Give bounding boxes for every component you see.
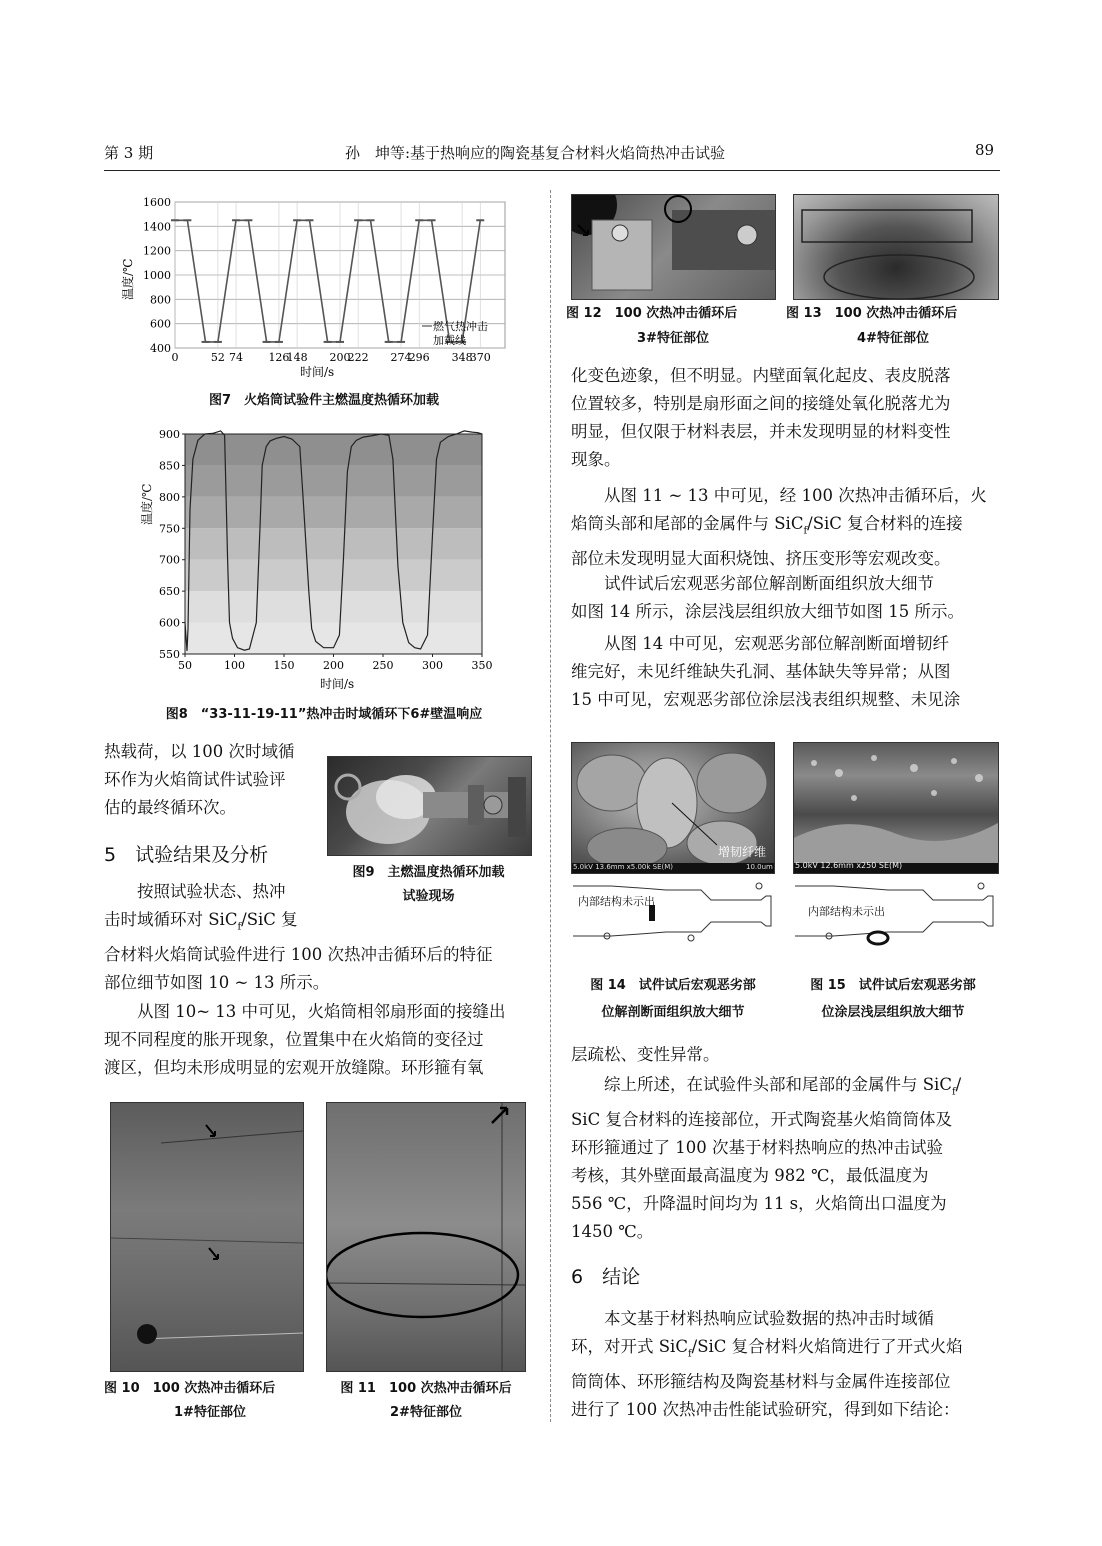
text-line: 化变色迹象，但不明显。内壁面氧化起皮、表皮脱落 [571,366,951,385]
fig8-x-tick-label: 300 [422,659,443,672]
fig12-caption-line1: 图 12 100 次热冲击循环后 [566,306,738,321]
fig14-sem-info: 5.0kV 13.6mm x5.00k SE(M) [573,863,674,871]
fig8-band [185,560,482,591]
text-line: 1450 ℃。 [571,1222,654,1242]
fig14-caption-line2: 位解剖断面组织放大细节 [601,1005,745,1020]
text-line: 556 ℃，升降温时间均为 11 s，火焰筒出口温度为 [571,1194,947,1214]
fig7-caption: 图7 火焰筒试验件主燃温度热循环加载 [208,393,440,408]
fig14-caption-line1: 图 14 试件试后宏观恶劣部 [590,978,756,993]
left-paragraph-1 [104,738,324,822]
text-line: 合材料火焰筒试验件进行 100 次热冲击循环后的特征 [104,945,493,965]
fig13-caption-line2: 4#特征部位 [857,331,929,346]
fig7-y-tick-label: 1000 [143,269,171,282]
text-line: 层疏松、变性异常。 [571,1045,720,1064]
fig8-y-tick-label: 700 [159,553,180,567]
fig12-joint-illustration [572,195,775,299]
fig8-band [185,465,482,496]
text-line: 如图 14 所示，涂层浅层组织放大细节如图 15 所示。 [571,602,964,621]
text-line: 环，对开式 SiC$_f$/SiC 复合材料火焰筒进行了开式火焰 [571,1337,963,1360]
text-line: 从图 14 中可见，宏观恶劣部位解剖断面增韧纤 [571,634,949,653]
text-line: 综上所述，在试验件头部和尾部的金属件与 SiC$_f$/ [571,1075,962,1098]
text-line: 维完好，未见纤维缺失孔洞、基体缺失等异常；从图 [571,662,951,681]
right-paragraph-6 [571,1071,1001,1246]
fig10-surface-illustration [111,1103,303,1371]
highlight-ellipse [327,1233,518,1317]
fig15-sem-info: 5.0kV 12.6mm x250 SE(M) [795,861,903,870]
fig12-caption-line2: 3#特征部位 [637,331,709,346]
fig7-x-tick-label: 74 [229,351,244,364]
left-paragraph-3 [104,998,534,1082]
fig15-location-marker [868,932,888,944]
fig7-x-tick-label: 296 [408,351,430,364]
fig7-y-tick-label: 400 [150,342,171,355]
journal-issue: 第 3 期 [104,144,154,162]
text-line: 焰筒头部和尾部的金属件与 SiC$_f$/SiC 复合材料的连接 [571,514,963,537]
fig13-liner-illustration [794,195,998,299]
fig7-x-tick-label: 126 [268,351,290,364]
fig9-photo [327,756,532,856]
arrow-icon [206,1125,215,1136]
fig10-caption-line1: 图 10 100 次热冲击循环后 [104,1381,276,1396]
section-5-heading: 5 试验结果及分析 [104,844,269,866]
fig8-band [185,623,482,654]
fig8-y-tick-label: 850 [159,459,180,473]
fig8-band [185,528,482,559]
fig7-x-tick-label: 148 [286,351,308,364]
fig15-coating-illustration [794,743,998,873]
page-number: 89 [975,141,995,159]
fig13-caption-line1: 图 13 100 次热冲击循环后 [786,306,958,321]
right-paragraph-3 [571,570,1001,626]
fig9-caption-line2: 试验现场 [402,889,455,904]
left-paragraph-2 [104,878,534,997]
text-line: 15 中可见，宏观恶劣部位涂层浅表组织规整、未见涂 [571,690,961,709]
right-paragraph-4 [571,630,1001,714]
fig15-diagram-label: 内部结构未示出 [808,905,885,918]
arrow-icon [209,1248,218,1259]
fig8-chart [140,430,500,692]
fig7-legend-line1: 燃气热冲击 [433,320,488,333]
fig8-caption: 图8 “33-11-19-11”热冲击时域循环下6#壁温响应 [165,707,483,722]
text-line: 从图 10~ 13 中可见，火焰筒相邻扇形面的接缝出 [104,1002,506,1021]
text-line: 环作为火焰筒试件试验评 [104,770,286,789]
highlight-rect [802,210,972,242]
right-paragraph-1 [571,362,1001,474]
fig14-fiber-label: 增韧纤维 [718,845,767,859]
fig14-scale: 10.0um [746,863,773,871]
fig7-ylabel: 温度/℃ [121,258,135,300]
text-line: 热载荷，以 100 次时域循 [104,742,295,761]
fig11-surface-illustration [327,1103,525,1371]
fig8-y-ticks [159,430,185,661]
running-title: 孙 坤等:基于热响应的陶瓷基复合材料火焰筒热冲击试验 [345,144,726,162]
fig15-caption-line1: 图 15 试件试后宏观恶劣部 [810,978,976,993]
fig7-xlabel: 时间/s [300,365,335,379]
text-line: 部位未发现明显大面积烧蚀、挤压变形等宏观改变。 [571,549,951,569]
right-paragraph-2 [571,482,1001,573]
text-line: 从图 11 ~ 13 中可见，经 100 次热冲击循环后，火 [571,486,987,505]
fig7-x-tick-label: 370 [469,351,491,364]
text-line: 现不同程度的胀开现象，位置集中在火焰筒的变径过 [104,1030,484,1049]
fig7-chart [110,190,530,380]
fig8-x-tick-label: 100 [224,659,245,672]
highlight-ellipse [824,255,974,299]
fig7-x-tick-label: 0 [171,351,179,364]
fig12-photo [571,194,776,300]
fig7-y-tick-label: 1600 [143,196,171,209]
fig7-x-tick-label: 348 [451,351,473,364]
fig15-caption-line2: 位涂层浅层组织放大细节 [821,1005,965,1020]
fig8-y-tick-label: 650 [159,585,180,599]
fig8-x-ticks [178,654,493,672]
fig11-caption-line1: 图 11 100 次热冲击循环后 [340,1381,512,1396]
fig8-x-tick-label: 250 [372,659,394,672]
fig7-x-ticks [172,351,491,364]
text-line: 环形箍通过了 100 次基于材料热响应的热冲击试验 [571,1138,943,1158]
fig7-y-tick-label: 800 [150,293,171,307]
fig7-x-tick-label: 274 [390,351,412,364]
fig7-legend-line2: 加载线 [433,334,466,347]
text-line: 渡区，但均未形成明显的宏观开放缝隙。环形箍有氧 [104,1058,484,1077]
right-paragraph-5 [571,1041,1001,1069]
fig8-x-tick-label: 150 [273,659,295,672]
fig8-ylabel-vertical: 温度/℃ [140,483,154,525]
fig8-xlabel: 时间/s [320,677,355,691]
text-line: 本文基于材料热响应试验数据的热冲击时域循 [571,1309,934,1328]
fig10-photo [110,1102,304,1372]
text-line: 明显，但仅限于材料表层，并未发现明显的材料变性 [571,422,951,441]
text-line: SiC 复合材料的连接部位，开式陶瓷基火焰筒筒体及 [571,1110,952,1130]
fig7-y-tick-label: 1200 [143,244,171,258]
fig8-y-tick-label: 550 [159,648,180,661]
fig9-equipment-illustration [328,757,531,855]
fig7-x-tick-label: 222 [347,351,369,364]
fig8-x-tick-label: 350 [471,659,493,672]
text-line: 考核，其外壁面最高温度为 982 ℃，最低温度为 [571,1166,929,1186]
fig7-x-tick-label: 52 [210,351,225,364]
text-line: 现象。 [571,450,621,469]
fig8-y-tick-label: 600 [159,616,180,630]
fig7-y-tick-label: 1400 [143,220,171,234]
fig8-x-tick-label: 200 [323,659,344,672]
column-divider [550,190,551,1422]
fig8-band [185,497,482,528]
right-paragraph-7 [571,1305,1001,1424]
fig10-caption-line2: 1#特征部位 [174,1405,246,1420]
fig8-band [185,434,482,465]
fig8-y-tick-label: 800 [159,490,180,504]
fig13-photo [793,194,999,300]
text-line: 估的最终循环次。 [104,798,236,817]
fig15-sem-image [793,742,999,874]
fig7-y-ticks [143,196,171,355]
fig7-y-tick-label: 600 [150,317,171,331]
text-line: 按照试验状态、热冲 [104,882,286,901]
fig8-x-tick-label: 50 [178,659,192,672]
header-rule [104,170,1000,171]
text-line: 进行了 100 次热冲击性能试验研究，得到如下结论： [571,1400,960,1420]
text-line: 筒筒体、环形箍结构及陶瓷基材料与金属件连接部位 [571,1372,951,1392]
fig9-caption-line1: 图9 主燃温度热循环加载 [352,865,505,880]
text-line: 试件试后宏观恶劣部位解剖断面组织放大细节 [571,574,934,593]
fig14-diagram [571,876,773,946]
fig7-x-tick-label: 200 [329,351,351,364]
section-6-heading: 6 结论 [571,1266,641,1288]
fig8-y-tick-label: 900 [159,430,180,441]
fig11-caption-line2: 2#特征部位 [390,1405,462,1420]
text-line: 位置较多，特别是扇形面之间的接缝处氧化脱落尤为 [571,394,951,413]
text-line: 击时域循环对 SiC$_f$/SiC 复 [104,910,298,933]
fig8-y-tick-label: 750 [159,522,180,536]
text-line: 部位细节如图 10 ~ 13 所示。 [104,973,330,993]
arrow-icon [492,1108,507,1123]
fig11-photo [326,1102,526,1372]
fig14-diagram-label: 内部结构未示出 [578,895,655,908]
